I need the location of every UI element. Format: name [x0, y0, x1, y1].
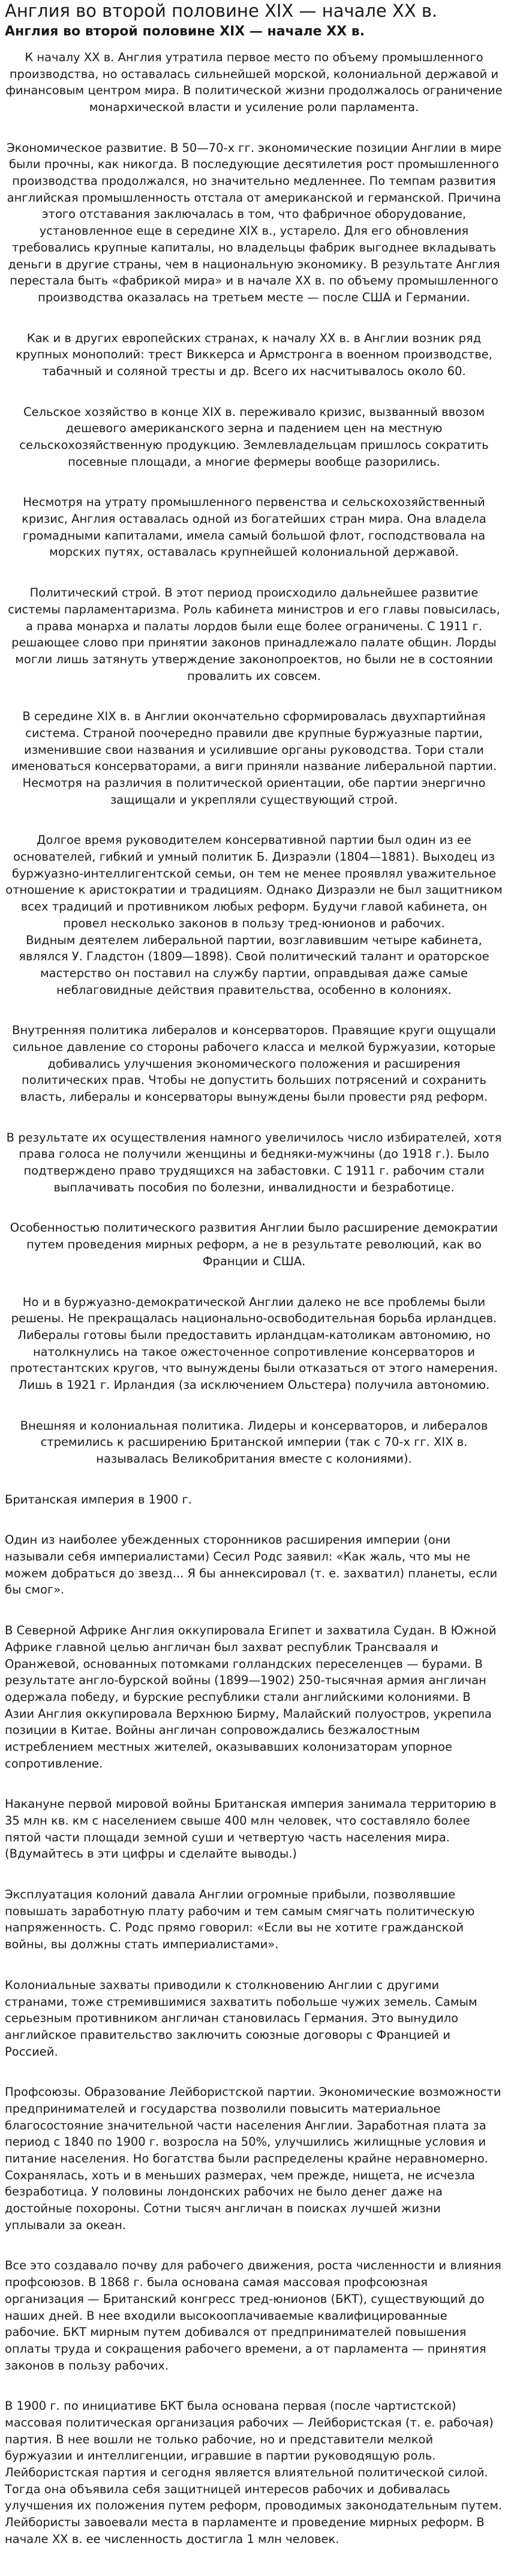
paragraph: К началу XX в. Англия утратила первое место по объему промышленного производства, но оставалась сильнейшей морской, колониальной державой и финансовым центром мира. В политической жизни продолжалось ограничение монархической власти и усиление роли парламента.	[5, 50, 503, 114]
section	[5, 1532, 503, 1598]
paragraph: В результате их осуществления намного увеличилось число избирателей, хотя права голоса не получили женщины и бедняки-мужчины (до 1918 г.). Было подтверждено право трудящихся на забастовки. С 1911 г. рабочим стали выплачивать пособия по болезни, инвалидности и безработице.	[6, 1130, 502, 1194]
section	[5, 1977, 503, 2060]
section	[5, 708, 503, 808]
paragraph: Один из наиболее убежденных сторонников расширения империи (они называли себя империалистами) Сесил Родс заявил: «Как жаль, что мы не можем добраться до звезд... Я бы аннексировал (т. е. захватил) планеты, если бы смог».	[5, 1533, 498, 1597]
section	[5, 2084, 503, 2233]
section	[5, 140, 503, 306]
paragraph: Долгое время руководителем консервативной партии был один из ее основателей, гибкий и умный политик Б. Дизраэли (1804—1881). Выходец из буржуазно-интеллигентской семьи, он тем не менее проявлял уважительное отношение к аристократии и традициям. Однако Дизраэли не был защитником всех традиций и противником любых реформ. Будучи главой кабинета, он провел несколько законов в пользу тред-юнионов и рабочих.	[5, 833, 503, 930]
document-title: Англия во второй половине XIX — начале XX в.	[5, 24, 365, 40]
section	[5, 1022, 503, 1105]
section	[5, 404, 503, 471]
page	[0, 1, 508, 2576]
paragraph: В Северной Африке Англия оккупировала Египет и захватила Судан. В Южной Африке главной целью англичан был захват республик Трансвааля и Оранжевой, основанных потомками голландских переселенцев — бурами. В результате англо-бурской войны (1899—1902) 250-тысячная армия англичан одержала победу, и бурские республики стали английскими колониями. В Азии Англия оккупировала Верхнюю Бирму, Малайский полуостров, укрепила позиции в Китае. Войны англичан сопровождались безжалостным истреблением местных жителей, оказывавших колонизаторам упорное сопротивление.	[5, 1624, 497, 1771]
section	[5, 1622, 503, 1772]
paragraph: Особенностью политического развития Англии было расширение демократии путем проведения мирных реформ, а не в результате революций, как во Франции и США.	[10, 1221, 498, 1268]
section	[5, 1418, 503, 1467]
section	[5, 494, 503, 561]
paragraph: Профсоюзы. Образование Лейбористской партии. Экономические возможности предпринимателей и государства позволили повысить материальное благосостояние значительной части населения Англии. Заработная плата за период с 1840 по 1900 г. возросла на 50%, улучшились жилищные условия и питание населения. Но богатства были распределены крайне неравномерно. Сохранялась, хоть и в меньших размерах, чем прежде, нищета, не исчезла безработица. У половины лондонских рабочих не было денег даже на достойные похороны. Сотни тысяч англичан в поисках лучшей жизни уплывали за океан.	[5, 2085, 501, 2232]
paragraph: Видным деятелем либеральной партии, возглавившим четыре кабинета, являлся У. Гладстон (1809—1898). Свой политический талант и ораторское мастерство он поставил на службу партии, оправдывая даже самые неблаговидные действия правительства, особенно в колониях.	[19, 933, 489, 997]
section	[5, 49, 503, 116]
section	[5, 2257, 503, 2374]
paragraph: Все это создавало почву для рабочего движения, роста численности и влияния профсоюзов. В 1868 г. была основана самая массовая профсоюзная организация — Британский конгресс тред-юнионов (БКТ), существующий до наших дней. В нее входили высокооплачиваемые квалифицированные рабочие. БКТ мирным путем добивался от предпринимателей повышения оплаты труда и сокращения рабочего времени, а от парламента — принятия законов в пользу рабочих.	[5, 2259, 501, 2373]
section	[5, 832, 503, 998]
document-body	[5, 49, 503, 2548]
paragraph: Политический строй. В этот период происходило дальнейшее развитие системы парламентаризма. Роль кабинета министров и его главы повысилась, а права монарха и палаты лордов были еще более ограничены. С 1911 г. решающее слово при принятии законов принадлежало палате общин. Лорды могли лишь затянуть утверждение законопроектов, но были не в состоянии провалить их совсем.	[8, 586, 500, 683]
paragraph: Несмотря на утрату промышленного первенства и сельскохозяйственный кризис, Англия оставалась одной из богатейших стран мира. Она владела громадными капиталами, имела самый большой флот, господствовала на морских путях, оставалась крупнейшей колониальной державой.	[22, 495, 486, 559]
section	[5, 585, 503, 684]
paragraph: Экономическое развитие. В 50—70-х гг. экономические позиции Англии в мире были прочны, как никогда. В последующие десятилетия рост промышленного производства продолжался, но значительно медленнее. По темпам развития английская промышленность отстала от американской и германской. Причина этого отставания заключалась в том, что фабричное оборудование, установленное еще в середине XIX в., устарело. Для его обновления требовались крупные капиталы, но владельцы фабрик выгоднее вкладывать деньги в другие страны, чем в национальную экономику. В результате Англия перестала быть «фабрикой мира» и в начале XX в. по объему промышленного производства оказалась на третьем месте — после США и Германии.	[7, 140, 501, 304]
section	[5, 2398, 503, 2547]
section	[5, 330, 503, 380]
section	[5, 1220, 503, 1269]
section	[5, 1491, 503, 1508]
paragraph: Сельское хозяйство в конце XIX в. переживало кризис, вызванный ввозом дешевого американского зерна и падением цен на местную сельскохозяйственную продукцию. Землевладельцам пришлось сократить посевные площади, а многие фермеры вообще разорились.	[19, 405, 489, 469]
paragraph: Эксплуатация колоний давала Англии огромные прибыли, позволявшие повышать заработную плату рабочим и тем самым смягчать политическую напряженность. С. Родс прямо говорил: «Если вы не хотите гражданской войны, вы должны стать империалистами».	[5, 1888, 475, 1952]
page-title: Англия во второй половине XIX — начале XX в.	[5, 1, 438, 21]
paragraph: Внутренняя политика либералов и консерваторов. Правящие круги ощущали сильное давление со стороны рабочего класса и мелкой буржуазии, которые добивались улучшения экономического положения и расширения политических прав. Чтобы не допустить больших потрясений и сохранить власть, либералы и консерваторы вынуждены были провести ряд реформ.	[12, 1023, 496, 1104]
paragraph: В середине XIX в. в Англии окончательно сформировалась двухпартийная система. Страной поочередно правили две крупные буржуазные партии, изменившие свои названия и усилившие органы руководства. Тори стали именоваться консерваторами, а виги приняли название либеральной партии. Несмотря на различия в политической ориентации, обе партии энергично защищали и укрепляли существующий строй.	[11, 709, 497, 807]
section	[5, 1886, 503, 1953]
section	[5, 1796, 503, 1862]
section	[5, 1130, 503, 1196]
paragraph: Британская империя в 1900 г.	[5, 1492, 192, 1506]
paragraph: Накануне первой мировой войны Британская империя занимала территорию в 35 млн кв. км с населением свыше 400 млн человек, что составляло более пятой части площади земной суши и четвертую часть населения мира. (Вдумайтесь в эти цифры и сделайте выводы.)	[5, 1797, 497, 1861]
paragraph: Как и в других европейских странах, к началу XX в. в Англии возник ряд крупных монополий: трест Виккерса и Армстронга в военном производстве, табачный и соляной тресты и др. Всего их насчитывалось около 60.	[16, 331, 492, 378]
paragraph: Внешняя и колониальная политика. Лидеры и консерваторов, и либералов стремились к расширению Британской империи (так с 70-х гг. XIX в. называлась Великобритания вместе с колониями).	[20, 1418, 488, 1466]
section	[5, 1294, 503, 1394]
paragraph: Но и в буржуазно-демократической Англии далеко не все проблемы были решены. Не прекращалась национально-освободительная борьба ирландцев. Либералы готовы были предоставить ирландцам-католикам автономию, но натолкнулись на такое ожесточенное сопротивление консерваторов и протестантских кругов, что вынуждены были отказаться от этого намерения. Лишь в 1921 г. Ирландия (за исключением Ольстера) получила автономию.	[10, 1295, 498, 1392]
paragraph: Колониальные захваты приводили к столкновению Англии с другими странами, тоже стремившимися захватить побольше чужих земель. Самым серьезным противником англичан становилась Германия. Это вынудило английское правительство заключить союзные договоры с Францией и Россией.	[5, 1978, 477, 2059]
paragraph: В 1900 г. по инициативе БКТ была основана первая (после чартистской) массовая политическая организация рабочих — Лейбористская (т. е. рабочая) партия. В нее вошли не только рабочие, но и представители мелкой буржуазии и интеллигенции, игравшие в партии руководящую роль. Лейбористская партия и сегодня является влиятельной политической силой. Тогда она объявила себя защитницей интересов рабочих и добивалась улучшения их положения путем реформ, проводимых законодательным путем. Лейбористы завоевали места в парламенте и проведение мирных реформ. В начале XX в. ее численность достигла 1 млн человек.	[5, 2399, 503, 2546]
